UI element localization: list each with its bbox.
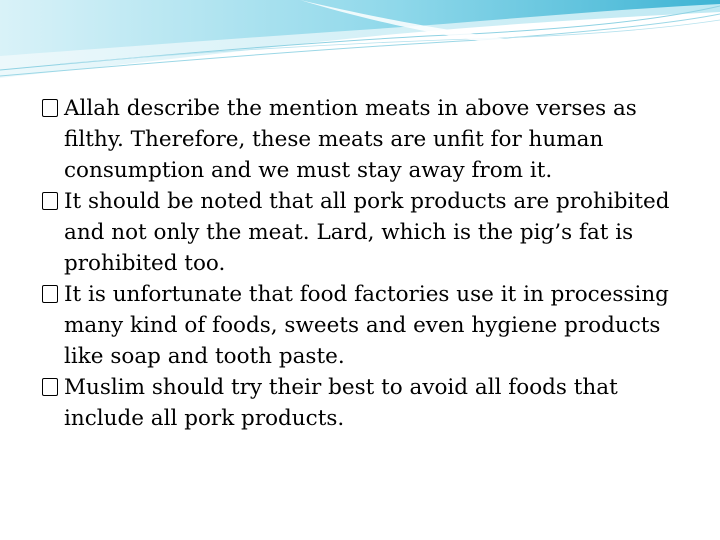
bullet-item-4: [42, 372, 692, 434]
missing-glyph-bullet-icon: [42, 285, 58, 303]
bullet-text-3: It is unfortunate that food factories use it in processing many kind of foods, sweets and even hygiene products like soap and tooth paste.: [64, 282, 669, 369]
bullet-item-2: [42, 186, 692, 279]
bullet-text-2: It should be noted that all pork products are prohibited and not only the meat. Lard, which is the pig’s fat is prohibited too.: [64, 189, 670, 276]
bullet-text-1: Allah describe the mention meats in above verses as filthy. Therefore, these meats are unfit for human consumption and we must stay away from it.: [64, 96, 637, 183]
header-wave-decoration: [0, 0, 720, 90]
bullet-text-4: Muslim should try their best to avoid all foods that include all pork products.: [64, 375, 618, 431]
missing-glyph-bullet-icon: [42, 378, 58, 396]
bullet-list: [42, 93, 692, 434]
missing-glyph-bullet-icon: [42, 99, 58, 117]
bullet-item-3: [42, 279, 692, 372]
missing-glyph-bullet-icon: [42, 192, 58, 210]
bullet-item-1: [42, 93, 692, 186]
